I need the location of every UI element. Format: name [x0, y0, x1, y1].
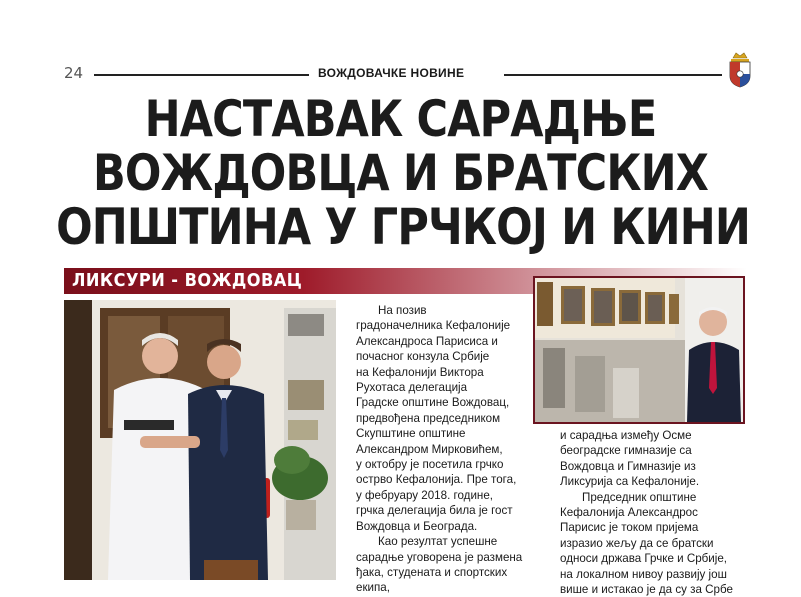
col1-line: у фебруару 2018. године,: [356, 488, 493, 502]
col2-line: београдске гимназије са: [560, 444, 692, 458]
col1-line: Као резултат успешне: [378, 535, 498, 549]
col2-line: изразио жељу да се братски: [560, 536, 714, 550]
col1-line: Александроса Парисиса и: [356, 334, 498, 348]
col1-line: Вождовца и Београда.: [356, 519, 478, 533]
col1-line: Скупштине општине: [356, 427, 466, 441]
col2-line: више и истакао је да су за Србе: [560, 583, 733, 597]
article-column-1: [356, 303, 526, 596]
section-label: ЛИКСУРИ - ВОЖДОВАЦ: [72, 270, 303, 291]
page-header: [56, 64, 751, 84]
photo-illustration: [64, 300, 336, 580]
article-headline: [56, 90, 751, 256]
col1-line: предвођена председником: [356, 411, 501, 425]
headline-line-3: ОПШТИНА У ГРЧКОЈ И КИНИ: [56, 198, 751, 256]
header-rule-left: [94, 74, 309, 76]
col2-line: Председник општине: [582, 490, 697, 504]
photo-handshake: [64, 300, 336, 580]
page-number: 24: [64, 64, 84, 82]
col2-line: Кефалонија Александрос: [560, 506, 698, 520]
col2-line: на локалном нивоу развију још: [560, 567, 727, 581]
col1-line: Градске општине Вождовац,: [356, 396, 510, 410]
col1-line: на Кефалонији Виктора: [356, 365, 484, 379]
col1-line: Рухотаса делегација: [356, 381, 468, 395]
publication-name: ВОЖДОВАЧКЕ НОВИНЕ: [318, 66, 465, 80]
col1-line: почасног конзула Србије: [356, 350, 490, 364]
col2-line: Парисис је током пријема: [560, 521, 699, 535]
col2-line: односи држава Грчке и Србије,: [560, 552, 728, 566]
col2-line: Вождовца и Гимназије из: [560, 459, 696, 473]
article-column-2: [560, 428, 746, 597]
col2-line: и сарадња између Осме: [560, 429, 692, 442]
coat-of-arms-icon: [727, 50, 753, 88]
photo-gallery-visit: [533, 276, 745, 424]
col1-line: сарадње уговорена је размена: [356, 550, 523, 564]
col2-line: Ликсурија са Кефалоније.: [560, 475, 700, 489]
col1-line: грчка делегација била је гост: [356, 504, 513, 518]
col1-line: екипа,: [356, 581, 390, 595]
photo-illustration-2: [535, 278, 743, 422]
col1-line: градоначелника Кефалоније: [356, 319, 511, 333]
col1-line: острво Кефалонија. Пре тога,: [356, 473, 517, 487]
col1-line: у октобру је посетила грчко: [356, 458, 504, 472]
headline-line-1: НАСТАВАК САРАДЊЕ: [144, 90, 657, 148]
col1-line: ђака, студената и спортских: [356, 565, 508, 579]
col1-line: На позив: [378, 304, 427, 317]
headline-line-2: ВОЖДОВЦА И БРАТСКИХ: [92, 144, 709, 202]
header-rule-right: [504, 74, 722, 76]
col1-line: Александром Мирковићем,: [356, 442, 503, 456]
